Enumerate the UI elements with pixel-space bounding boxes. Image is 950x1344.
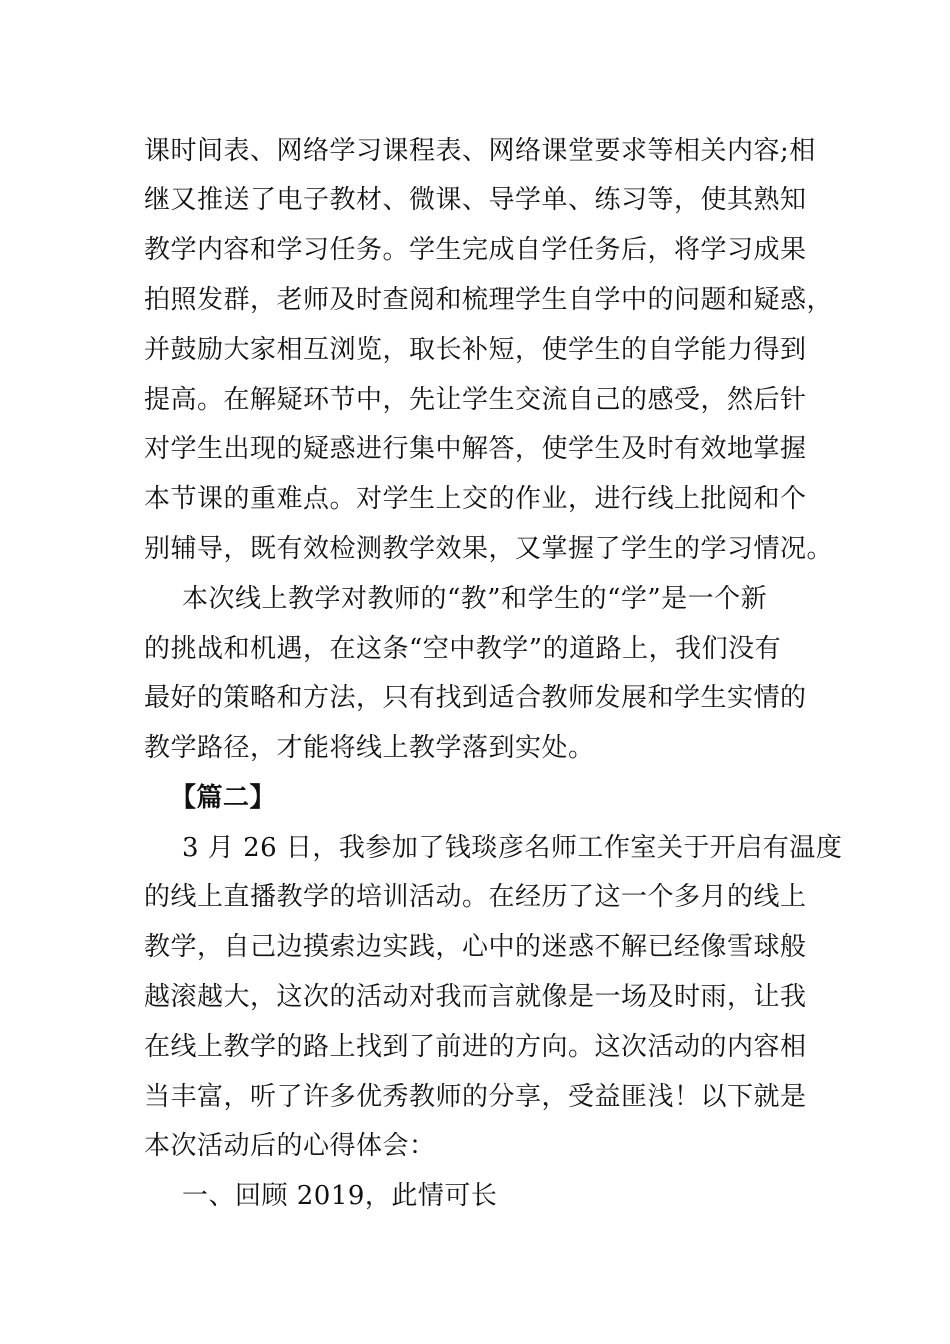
text-line: 教学内容和学习任务。学生完成自学任务后，将学习成果 [144, 235, 807, 265]
text-line: 当丰富，听了许多优秀教师的分享，受益匪浅！以下就是 [144, 1082, 807, 1112]
text-line: 本次活动后的心得体会： [144, 1131, 436, 1161]
paragraph-first-line: 本次线上教学对教师的“教”和学生的“学”是一个新 [182, 584, 768, 614]
text-line: 越滚越大，这次的活动对我而言就像是一场及时雨，让我 [144, 982, 807, 1012]
paragraph-first-line: 3 月 26 日，我参加了钱琰彦名师工作室关于开启有温度 [182, 833, 843, 863]
text-line: 提高。在解疑环节中，先让学生交流自己的感受，然后针 [144, 385, 807, 415]
text-line: 对学生出现的疑惑进行集中解答，使学生及时有效地掌握 [144, 434, 807, 464]
text-line: 的挑战和机遇，在这条“空中教学”的道路上，我们没有 [144, 634, 782, 664]
text-line: 本节课的重难点。对学生上交的作业，进行线上批阅和个 [144, 484, 807, 514]
text-line: 的线上直播教学的培训活动。在经历了这一个多月的线上 [144, 882, 807, 912]
text-line: 并鼓励大家相互浏览，取长补短，使学生的自学能力得到 [144, 335, 807, 365]
section-heading: 【篇二】 [170, 783, 277, 813]
text-line: 课时间表、网络学习课程表、网络课堂要求等相关内容;相 [144, 136, 816, 166]
text-line: 拍照发群，老师及时查阅和梳理学生自学中的问题和疑惑， [144, 285, 834, 315]
text-line: 继又推送了电子教材、微课、导学单、练习等，使其熟知 [144, 185, 807, 215]
text-line: 别辅导，既有效检测教学效果，又掌握了学生的学习情况。 [144, 534, 834, 564]
text-line: 在线上教学的路上找到了前进的方向。这次活动的内容相 [144, 1032, 807, 1062]
text-line: 教学，自己边摸索边实践，心中的迷惑不解已经像雪球般 [144, 932, 807, 962]
numbered-subheading: 一、回顾 2019，此情可长 [182, 1181, 498, 1211]
text-line: 最好的策略和方法，只有找到适合教师发展和学生实情的 [144, 683, 807, 713]
text-line: 教学路径，才能将线上教学落到实处。 [144, 733, 595, 763]
